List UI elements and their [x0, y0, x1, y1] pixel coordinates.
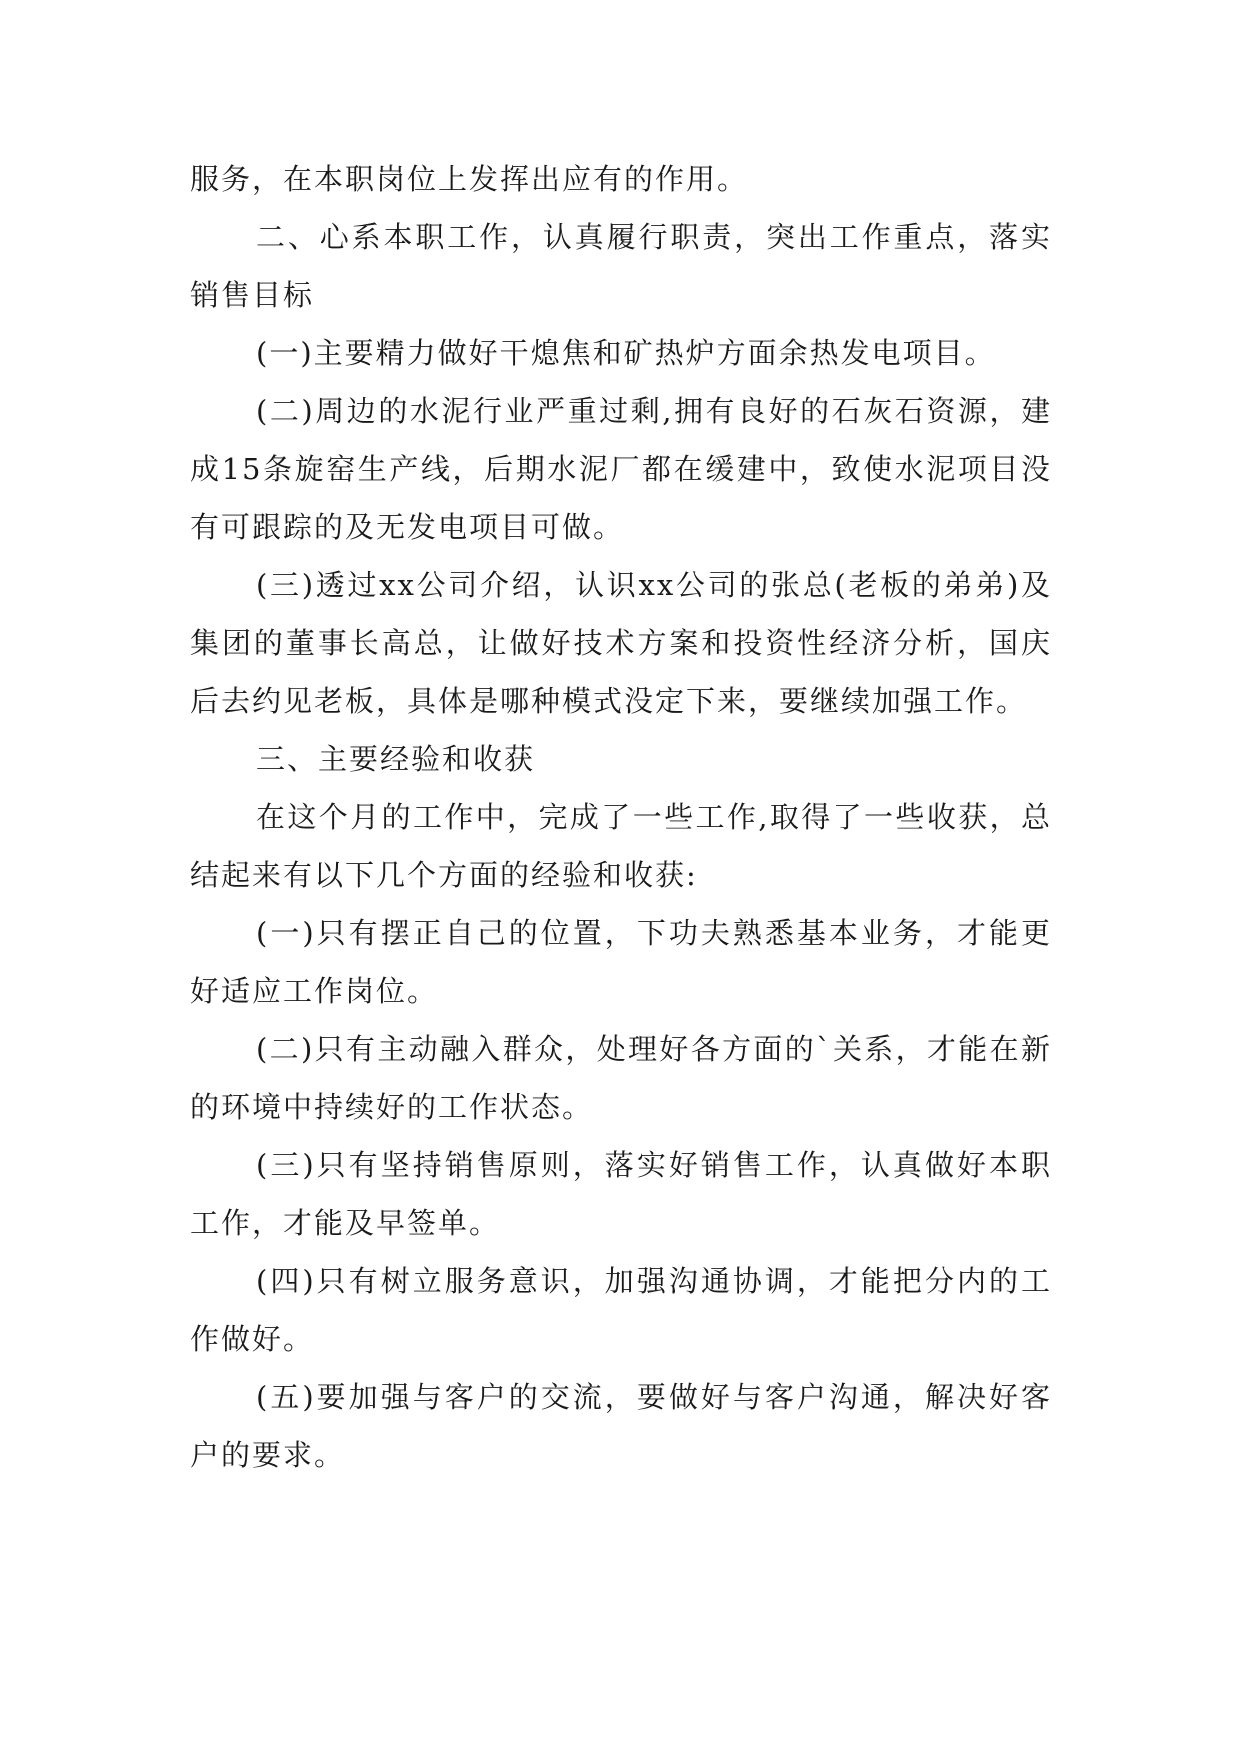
paragraph-item-2-2: (二)周边的水泥行业严重过剩,拥有良好的石灰石资源，建成15条旋窑生产线，后期水泥厂都在缓建中，致使水泥项目没有可跟踪的及无发电项目可做。	[190, 394, 1052, 544]
document-body	[190, 150, 1052, 1484]
paragraph-item-3-2: (二)只有主动融入群众，处理好各方面的`关系，才能在新的环境中持续好的工作状态。	[190, 1032, 1052, 1124]
paragraph-item-2-3: (三)透过xx公司介绍，认识xx公司的张总(老板的弟弟)及集团的董事长高总，让做好技术方案和投资性经济分析，国庆后去约见老板，具体是哪种模式没定下来，要继续加强工作。	[190, 568, 1052, 718]
paragraph-item-3-1: (一)只有摆正自己的位置，下功夫熟悉基本业务，才能更好适应工作岗位。	[190, 916, 1052, 1008]
paragraph-item-2-1: (一)主要精力做好干熄焦和矿热炉方面余热发电项目。	[256, 336, 996, 370]
paragraph-item-3-5: (五)要加强与客户的交流，要做好与客户沟通，解决好客户的要求。	[190, 1380, 1052, 1472]
paragraph-intro-3: 在这个月的工作中，完成了一些工作,取得了一些收获，总结起来有以下几个方面的经验和收获:	[190, 800, 1052, 892]
paragraph-item-3-4: (四)只有树立服务意识，加强沟通协调，才能把分内的工作做好。	[190, 1264, 1052, 1356]
paragraph-item-3-3: (三)只有坚持销售原则，落实好销售工作，认真做好本职工作，才能及早签单。	[190, 1148, 1052, 1240]
paragraph-1: 服务，在本职岗位上发挥出应有的作用。	[190, 162, 749, 196]
section-heading-3: 三、主要经验和收获	[256, 742, 536, 776]
section-heading-2: 二、心系本职工作，认真履行职责，突出工作重点，落实销售目标	[190, 220, 1052, 312]
